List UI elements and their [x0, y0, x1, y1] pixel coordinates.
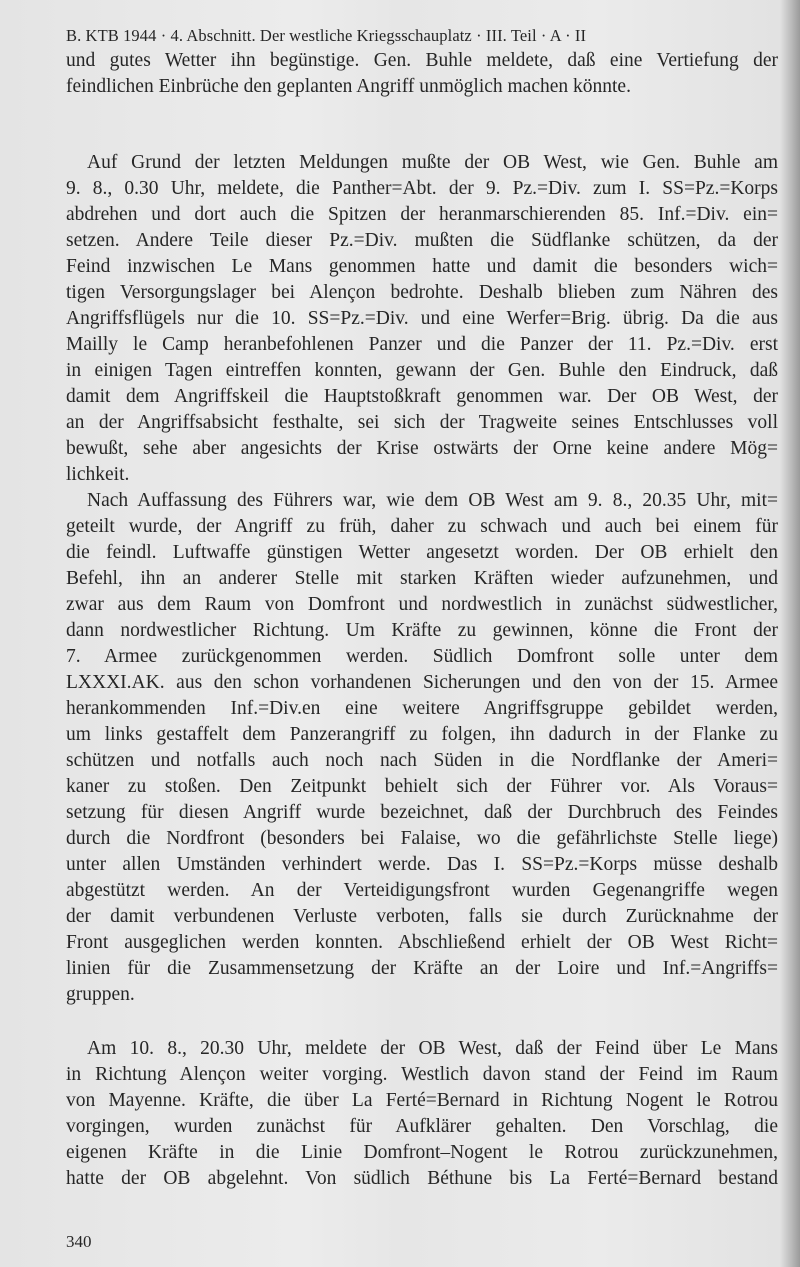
text-line: der damit verbundenen Verluste verboten, falls sie durch Zurücknahme der	[66, 906, 778, 927]
text-line: Angriffsflügels nur die 10. SS=Pz.=Div. und eine Werfer=Brig. übrig. Da die aus	[66, 308, 778, 329]
text-line: und gutes Wetter ihn begünstige. Gen. Buhle meldete, daß eine Vertiefung der	[66, 50, 778, 71]
paragraph	[66, 48, 778, 100]
text-line: schützen und notfalls auch noch nach Süden in die Nordflanke der Ameri=	[66, 750, 778, 771]
text-line: 7. Armee zurückgenommen werden. Südlich Domfront solle unter dem	[66, 646, 778, 667]
text-line: Nach Auffassung des Führers war, wie dem OB West am 9. 8., 20.35 Uhr, mit=	[87, 490, 778, 511]
text-line: unter allen Umständen verhindert werde. Das I. SS=Pz.=Korps müsse deshalb	[66, 854, 778, 875]
text-line: hatte der OB abgelehnt. Von südlich Béthune bis La Ferté=Bernard bestand	[66, 1168, 778, 1189]
text-line: setzen. Andere Teile dieser Pz.=Div. mußten die Südflanke schützen, da der	[66, 230, 778, 251]
text-line: zwar aus dem Raum von Domfront und nordwestlich in zunächst südwestlicher,	[66, 594, 778, 615]
text-line: 9. 8., 0.30 Uhr, meldete, die Panther=Abt. der 9. Pz.=Div. zum I. SS=Pz.=Korps	[66, 178, 778, 199]
text-line: setzung für diesen Angriff wurde bezeichnet, daß der Durchbruch des Feindes	[66, 802, 778, 823]
text-line: die feindl. Luftwaffe günstigen Wetter angesetzt worden. Der OB erhielt den	[66, 542, 778, 563]
text-line: Befehl, ihn an anderer Stelle mit starken Kräften wieder aufzunehmen, und	[66, 568, 778, 589]
text-line: vorgingen, wurden zunächst für Aufklärer gehalten. Den Vorschlag, die	[66, 1116, 778, 1137]
text-line: eigenen Kräfte in die Linie Domfront–Nogent le Rotrou zurückzunehmen,	[66, 1142, 778, 1163]
text-line: gruppen.	[66, 984, 135, 1005]
text-line: linien für die Zusammensetzung der Kräfte an der Loire und Inf.=Angriffs=	[66, 958, 778, 979]
text-line: von Mayenne. Kräfte, die über La Ferté=Bernard in Richtung Nogent le Rotrou	[66, 1090, 778, 1111]
text-line: herankommenden Inf.=Div.en eine weitere Angriffsgruppe gebildet werden,	[66, 698, 778, 719]
running-head: B. KTB 1944 · 4. Abschnitt. Der westliche Kriegsschauplatz · III. Teil · A · II	[66, 26, 587, 45]
paragraph	[66, 1036, 778, 1192]
text-line: Feind inzwischen Le Mans genommen hatte und damit die besonders wich=	[66, 256, 778, 277]
text-line: damit dem Angriffskeil die Hauptstoßkraft genommen war. Der OB West, der	[66, 386, 778, 407]
text-line: Front ausgeglichen werden konnten. Abschließend erhielt der OB West Richt=	[66, 932, 778, 953]
text-line: in einigen Tagen eintreffen konnten, gewann der Gen. Buhle den Eindruck, daß	[66, 360, 778, 381]
text-line: um links gestaffelt dem Panzerangriff zu folgen, ihn dadurch in der Flanke zu	[66, 724, 778, 745]
text-line: bewußt, sehe aber angesichts der Krise ostwärts der Orne keine andere Mög=	[66, 438, 778, 459]
text-line: geteilt wurde, der Angriff zu früh, daher zu schwach und auch bei einem für	[66, 516, 778, 537]
paragraph	[66, 488, 778, 1008]
text-line: abdrehen und dort auch die Spitzen der heranmarschierenden 85. Inf.=Div. ein=	[66, 204, 778, 225]
text-line: an der Angriffsabsicht festhalte, sei sich der Tragweite seines Entschlusses voll	[66, 412, 778, 433]
text-line: feindlichen Einbrüche den geplanten Angriff unmöglich machen könnte.	[66, 76, 631, 97]
paragraph	[66, 150, 778, 488]
text-line: lichkeit.	[66, 464, 130, 485]
text-line: Mailly le Camp heranbefohlenen Panzer und die Panzer der 11. Pz.=Div. erst	[66, 334, 778, 355]
text-line: in Richtung Alençon weiter vorging. Westlich davon stand der Feind im Raum	[66, 1064, 778, 1085]
text-line: LXXXI.AK. aus den schon vorhandenen Sicherungen und den von der 15. Armee	[66, 672, 778, 693]
page-number: 340	[66, 1232, 92, 1251]
text-line: tigen Versorgungslager bei Alençon bedrohte. Deshalb blieben zum Nähren des	[66, 282, 778, 303]
text-line: Auf Grund der letzten Meldungen mußte der OB West, wie Gen. Buhle am	[87, 152, 778, 173]
text-line: kaner zu stoßen. Den Zeitpunkt behielt sich der Führer vor. Als Voraus=	[66, 776, 778, 797]
text-line: abgestützt werden. An der Verteidigungsfront wurden Gegenangriffe wegen	[66, 880, 778, 901]
text-line: dann nordwestlicher Richtung. Um Kräfte zu gewinnen, könne die Front der	[66, 620, 778, 641]
text-line: Am 10. 8., 20.30 Uhr, meldete der OB West, daß der Feind über Le Mans	[87, 1038, 778, 1059]
text-line: durch die Nordfront (besonders bei Falaise, wo die gefährlichste Stelle liege)	[66, 828, 778, 849]
